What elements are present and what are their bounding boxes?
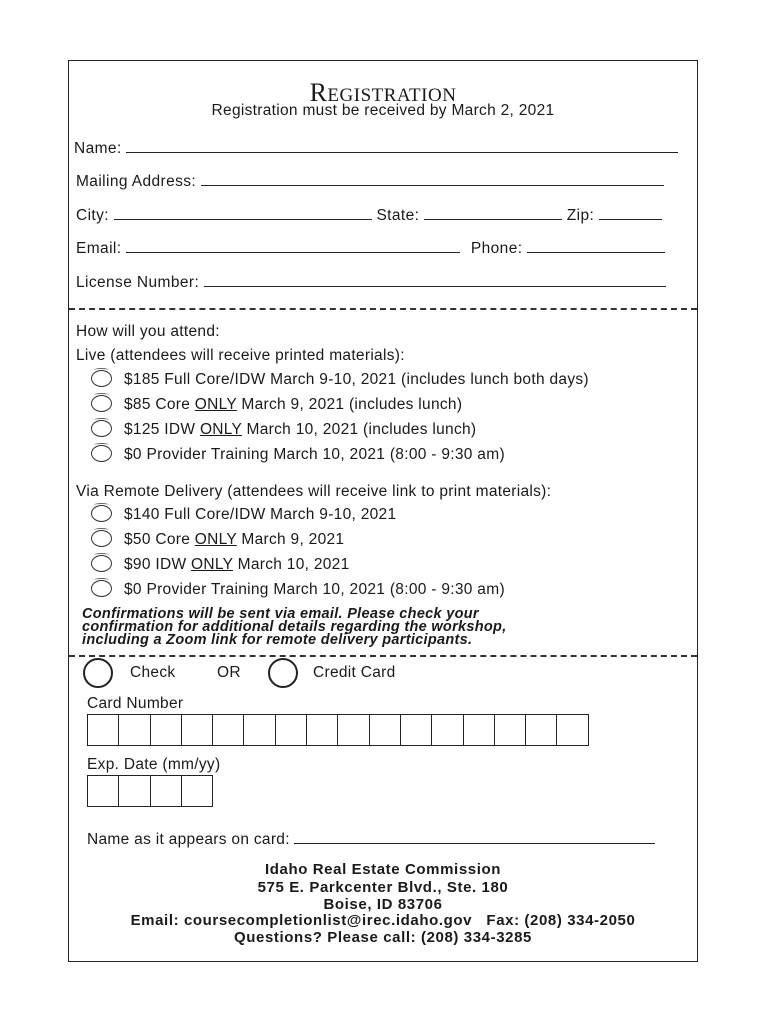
card-number-box[interactable]	[337, 714, 370, 746]
zip-line[interactable]	[599, 205, 662, 220]
live-option-4-radio[interactable]	[91, 445, 112, 462]
check-radio[interactable]	[83, 658, 113, 688]
remote-option-1-radio[interactable]	[91, 505, 112, 522]
card-number-box[interactable]	[400, 714, 433, 746]
note-line-2: confirmation for additional details regarding the workshop,	[82, 619, 507, 635]
name-label: Name:	[74, 140, 122, 157]
exp-date-label: Exp. Date (mm/yy)	[87, 756, 221, 773]
license-number-label: License Number:	[76, 274, 200, 291]
mailing-address-field[interactable]	[76, 171, 664, 191]
attend-question: How will you attend:	[76, 323, 220, 340]
mailing-address-label: Mailing Address:	[76, 173, 197, 190]
live-option-2-label: $85 Core ONLY March 9, 2021 (includes lunch)	[124, 396, 463, 413]
note-line-1: Confirmations will be sent via email. Please check your	[82, 606, 479, 622]
section-divider-bottom	[69, 655, 697, 657]
card-number-box[interactable]	[118, 714, 151, 746]
remote-option-3-radio[interactable]	[91, 555, 112, 572]
footer-address-2: Boise, ID 83706	[323, 896, 443, 913]
exp-date-boxes	[87, 775, 212, 807]
card-number-box[interactable]	[463, 714, 496, 746]
name-field[interactable]	[74, 138, 678, 158]
form-title: REGISTRATION	[309, 78, 457, 107]
or-label: OR	[217, 664, 241, 681]
email-line[interactable]	[126, 238, 460, 253]
card-number-box[interactable]	[181, 714, 214, 746]
check-label: Check	[130, 664, 176, 681]
live-option-4-label: $0 Provider Training March 10, 2021 (8:00 - 9:30 am)	[124, 446, 505, 463]
city-line[interactable]	[114, 205, 372, 220]
live-option-1-radio[interactable]	[91, 370, 112, 387]
footer-address-1: 575 E. Parkcenter Blvd., Ste. 180	[257, 879, 509, 896]
card-number-box[interactable]	[243, 714, 276, 746]
footer-questions: Questions? Please call: (208) 334-3285	[234, 929, 532, 946]
note-line-3: including a Zoom link for remote delivery participants.	[82, 632, 473, 648]
mailing-address-line[interactable]	[201, 171, 664, 186]
live-option-3-radio[interactable]	[91, 420, 112, 437]
remote-option-4-label: $0 Provider Training March 10, 2021 (8:00 - 9:30 am)	[124, 581, 505, 598]
exp-date-box[interactable]	[87, 775, 120, 807]
card-number-box[interactable]	[306, 714, 339, 746]
email-phone-row	[76, 238, 665, 258]
confirmation-note	[82, 608, 507, 647]
card-number-box[interactable]	[494, 714, 527, 746]
live-option-1-label: $185 Full Core/IDW March 9-10, 2021 (includes lunch both days)	[124, 371, 589, 388]
exp-date-box[interactable]	[181, 775, 214, 807]
remote-heading: Via Remote Delivery (attendees will receive link to print materials):	[76, 483, 552, 500]
name-on-card-line[interactable]	[294, 829, 655, 844]
live-option-3-label: $125 IDW ONLY March 10, 2021 (includes lunch)	[124, 421, 477, 438]
remote-option-4-radio[interactable]	[91, 580, 112, 597]
card-number-boxes	[87, 714, 588, 746]
card-number-box[interactable]	[150, 714, 183, 746]
live-option-2-radio[interactable]	[91, 395, 112, 412]
registration-form	[68, 60, 698, 962]
license-number-field[interactable]	[76, 272, 666, 292]
card-number-box[interactable]	[431, 714, 464, 746]
live-heading: Live (attendees will receive printed materials):	[76, 347, 405, 364]
city-state-zip-row	[76, 205, 662, 225]
credit-card-radio[interactable]	[268, 658, 298, 688]
card-number-box[interactable]	[556, 714, 589, 746]
city-label: City:	[76, 207, 109, 224]
card-number-label: Card Number	[87, 695, 184, 712]
state-line[interactable]	[424, 205, 562, 220]
card-number-box[interactable]	[212, 714, 245, 746]
card-number-box[interactable]	[369, 714, 402, 746]
name-line[interactable]	[126, 138, 678, 153]
remote-option-2-label: $50 Core ONLY March 9, 2021	[124, 531, 345, 548]
name-on-card-label: Name as it appears on card:	[87, 831, 290, 848]
remote-option-3-label: $90 IDW ONLY March 10, 2021	[124, 556, 350, 573]
exp-date-box[interactable]	[118, 775, 151, 807]
remote-option-1-label: $140 Full Core/IDW March 9-10, 2021	[124, 506, 397, 523]
email-label: Email:	[76, 240, 122, 257]
name-on-card-field[interactable]	[87, 829, 655, 849]
state-label: State:	[376, 207, 420, 224]
footer-contact: Email: coursecompletionlist@irec.idaho.gov Fax: (208) 334-2050	[130, 912, 636, 929]
zip-label: Zip:	[566, 207, 595, 224]
remote-option-2-radio[interactable]	[91, 530, 112, 547]
section-divider-top	[69, 308, 697, 310]
exp-date-box[interactable]	[150, 775, 183, 807]
card-number-box[interactable]	[525, 714, 558, 746]
registration-deadline: Registration must be received by March 2, 2021	[211, 102, 555, 119]
card-number-box[interactable]	[87, 714, 120, 746]
footer-org: Idaho Real Estate Commission	[264, 861, 502, 878]
phone-line[interactable]	[527, 238, 665, 253]
credit-card-label: Credit Card	[313, 664, 396, 681]
license-number-line[interactable]	[204, 272, 666, 287]
phone-label: Phone:	[470, 240, 523, 257]
card-number-box[interactable]	[275, 714, 308, 746]
